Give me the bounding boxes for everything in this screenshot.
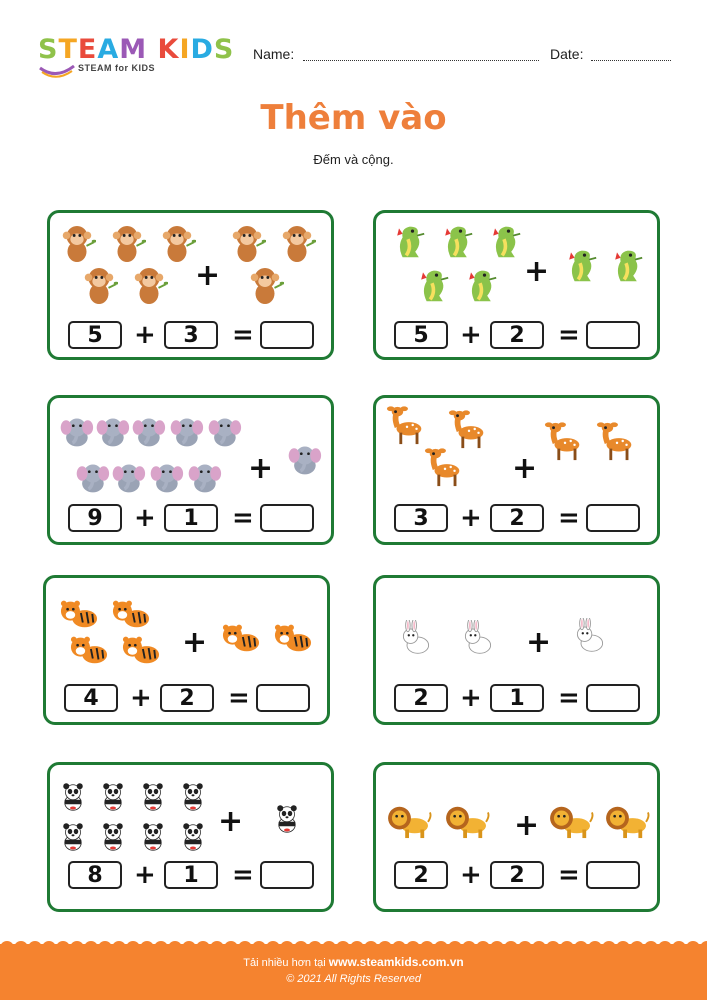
deer-icon	[386, 404, 428, 451]
monkey-icon	[278, 223, 316, 270]
problem-card	[47, 395, 334, 545]
plus-sign: +	[514, 808, 540, 843]
plus-operator: +	[460, 320, 482, 350]
plus-sign: +	[195, 258, 221, 293]
page-title: Thêm vào	[260, 98, 447, 138]
addend-a-box: 5	[394, 321, 448, 349]
addend-a-box: 2	[394, 861, 448, 889]
logo-letter: E	[77, 34, 98, 65]
panda-icon	[178, 781, 208, 816]
equals-operator: =	[232, 320, 254, 350]
elephant-icon	[58, 414, 94, 455]
monkey-icon	[58, 223, 96, 270]
footer-copyright: © 2021 All Rights Reserved	[286, 973, 421, 985]
footer-site-link[interactable]: www.steamkids.com.vn	[328, 955, 464, 969]
addend-b-box: 2	[490, 321, 544, 349]
tiger-icon	[120, 630, 162, 673]
addend-a-box: 9	[68, 504, 122, 532]
dragon-icon	[486, 221, 522, 266]
answer-box[interactable]	[586, 504, 640, 532]
problem-card	[47, 210, 334, 360]
problem-card	[373, 395, 660, 545]
logo-subtitle: STEAM for KIDS	[78, 63, 156, 73]
rabbit-icon	[460, 620, 496, 661]
plus-operator: +	[460, 683, 482, 713]
equals-operator: =	[558, 683, 580, 713]
dragon-icon	[438, 221, 474, 266]
addend-a-box: 4	[64, 684, 118, 712]
panda-icon	[58, 781, 88, 816]
equals-operator: =	[558, 860, 580, 890]
logo-letter: S	[213, 34, 235, 65]
plus-operator: +	[134, 503, 156, 533]
addend-a-box: 5	[68, 321, 122, 349]
plus-sign: +	[182, 625, 208, 660]
addend-b-box: 2	[490, 861, 544, 889]
deer-icon	[544, 420, 586, 467]
panda-icon	[58, 821, 88, 856]
monkey-icon	[130, 265, 168, 312]
elephant-icon	[148, 460, 184, 501]
elephant-icon	[74, 460, 110, 501]
logo-letter: I	[179, 34, 191, 65]
plus-operator: +	[460, 860, 482, 890]
problem-card	[373, 762, 660, 912]
panda-icon	[98, 781, 128, 816]
answer-box[interactable]	[586, 684, 640, 712]
panda-icon	[272, 803, 302, 838]
rabbit-icon	[398, 620, 434, 661]
date-label: Date:	[550, 46, 584, 62]
monkey-icon	[158, 223, 196, 270]
monkey-icon	[108, 223, 146, 270]
logo-swoosh-icon	[38, 62, 76, 78]
plus-sign: +	[524, 254, 550, 289]
addend-b-box: 2	[490, 504, 544, 532]
equals-operator: =	[558, 320, 580, 350]
addend-a-box: 2	[394, 684, 448, 712]
monkey-icon	[228, 223, 266, 270]
elephant-icon	[168, 414, 204, 455]
footer-download-text	[0, 955, 707, 969]
plus-sign: +	[512, 451, 538, 486]
footer-bar	[0, 944, 707, 1000]
problem-card	[43, 575, 330, 725]
plus-sign: +	[248, 451, 274, 486]
deer-icon	[424, 446, 466, 493]
dragon-icon	[414, 265, 450, 310]
tiger-icon	[220, 618, 262, 661]
elephant-icon	[286, 442, 322, 483]
addend-a-box: 3	[394, 504, 448, 532]
logo-letter: D	[190, 34, 214, 65]
date-field[interactable]	[591, 60, 671, 61]
answer-box[interactable]	[260, 861, 314, 889]
panda-icon	[98, 821, 128, 856]
panda-icon	[138, 821, 168, 856]
steam-kids-logo	[38, 36, 238, 80]
name-field[interactable]	[303, 60, 539, 61]
logo-letter: A	[97, 34, 120, 65]
plus-operator: +	[460, 503, 482, 533]
plus-sign: +	[526, 625, 552, 660]
footer-prefix: Tải nhiều hơn tại	[243, 957, 326, 969]
logo-letter: K	[157, 34, 180, 65]
answer-box[interactable]	[260, 321, 314, 349]
addend-a-box: 8	[68, 861, 122, 889]
addend-b-box: 3	[164, 321, 218, 349]
addend-b-box: 1	[490, 684, 544, 712]
deer-icon	[596, 420, 638, 467]
tiger-icon	[68, 630, 110, 673]
dragon-icon	[562, 245, 598, 290]
elephant-icon	[130, 414, 166, 455]
elephant-icon	[186, 460, 222, 501]
rabbit-icon	[572, 618, 608, 659]
addend-b-box: 1	[164, 504, 218, 532]
panda-icon	[138, 781, 168, 816]
logo-letter: T	[58, 34, 78, 65]
lion-icon	[386, 801, 432, 844]
equals-operator: =	[232, 860, 254, 890]
logo-letter: S	[38, 34, 59, 65]
answer-box[interactable]	[586, 321, 640, 349]
dragon-icon	[462, 265, 498, 310]
lion-icon	[604, 801, 650, 844]
monkey-icon	[80, 265, 118, 312]
logo-letter	[147, 34, 157, 65]
panda-icon	[178, 821, 208, 856]
plus-operator: +	[134, 860, 156, 890]
answer-box[interactable]	[260, 504, 314, 532]
elephant-icon	[94, 414, 130, 455]
equals-operator: =	[232, 503, 254, 533]
plus-operator: +	[134, 320, 156, 350]
answer-box[interactable]	[256, 684, 310, 712]
equals-operator: =	[558, 503, 580, 533]
page-subtitle: Đếm và cộng.	[313, 152, 394, 167]
addend-b-box: 1	[164, 861, 218, 889]
monkey-icon	[246, 265, 284, 312]
tiger-icon	[272, 618, 314, 661]
lion-icon	[548, 801, 594, 844]
logo-letter: M	[119, 34, 148, 65]
equals-operator: =	[228, 683, 250, 713]
logo-title	[38, 36, 234, 64]
plus-sign: +	[218, 804, 244, 839]
plus-operator: +	[130, 683, 152, 713]
name-label: Name:	[253, 46, 295, 62]
problem-card	[373, 575, 660, 725]
elephant-icon	[206, 414, 242, 455]
problem-card	[47, 762, 334, 912]
elephant-icon	[110, 460, 146, 501]
dragon-icon	[390, 221, 426, 266]
dragon-icon	[608, 245, 644, 290]
problem-card	[373, 210, 660, 360]
addend-b-box: 2	[160, 684, 214, 712]
answer-box[interactable]	[586, 861, 640, 889]
lion-icon	[444, 801, 490, 844]
